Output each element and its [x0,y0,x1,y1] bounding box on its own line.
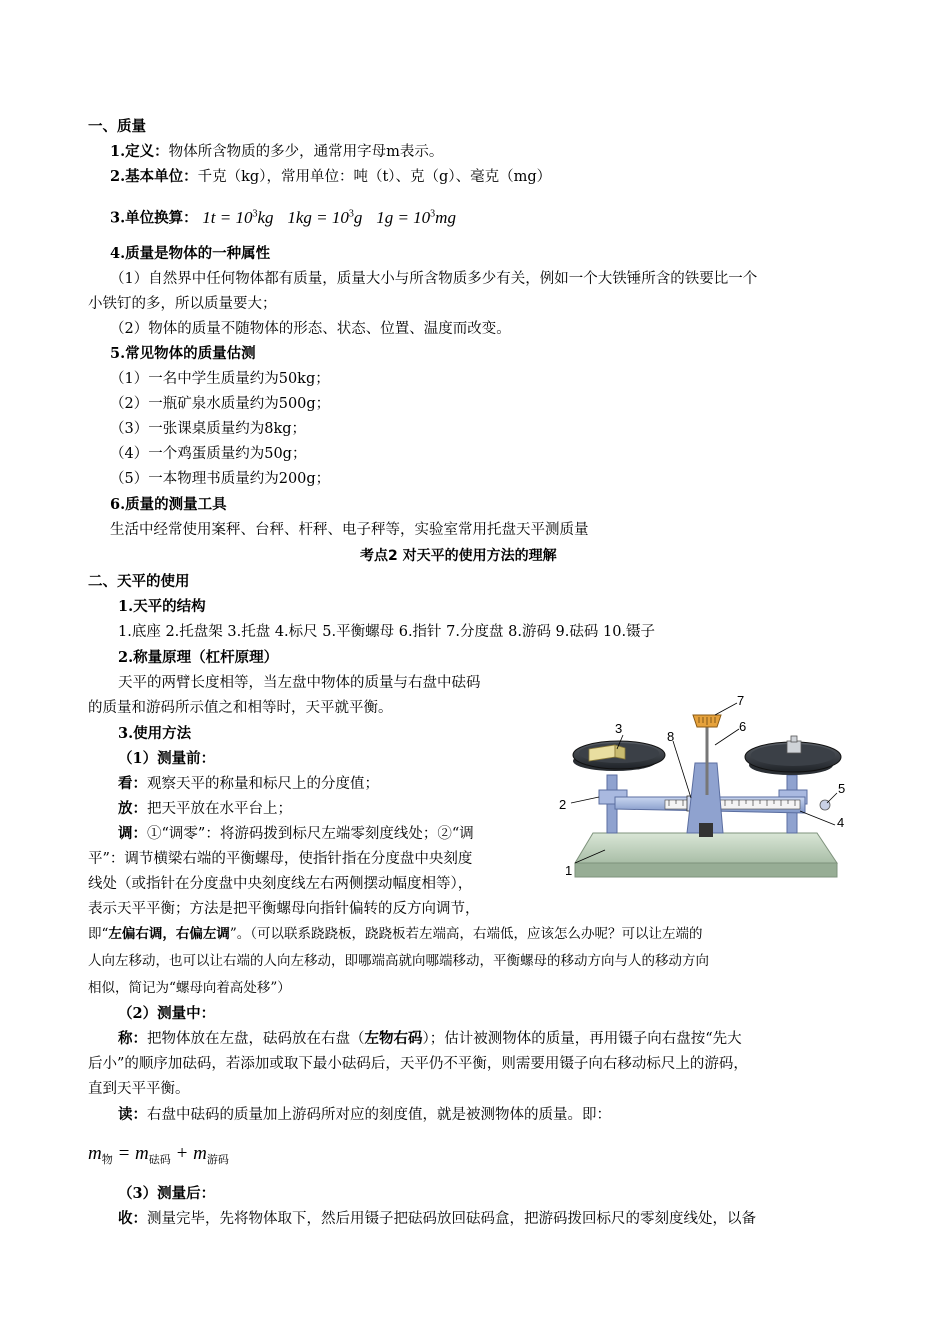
before-measure-title: （1）测量前： [118,750,216,767]
property-item-1b: 小铁钉的多，所以质量要大； [88,296,277,312]
definition-text: 物体所含物质的多少，通常用字母m表示。 [168,144,444,160]
conv-3-base: 1g = 10 [376,207,431,227]
property-item-1a: （1）自然界中任何物体都有质量，质量大小与所含物质多少有关，例如一个大铁锤所含的铁要比一个 [110,271,758,287]
formula-m: m [88,1143,102,1164]
adjust-line-1 [118,824,474,844]
look-text: 观察天平的称量和标尺上的分度值； [147,776,379,792]
section-title-balance: 二、天平的使用 [88,573,190,590]
definition-label: 1.定义： [110,143,169,160]
conversion-line [110,204,456,229]
figure-label: 5 [838,781,846,796]
structure-text: 1.底座 2.托盘架 3.托盘 4.标尺 5.平衡螺母 6.指针 7.分度盘 8.游码 9.砝码 10.镊子 [118,624,656,640]
conv-2-exp: 3 [348,208,354,219]
principle-line-1: 天平的两臂长度相等，当左盘中物体的质量与右盘中砝码 [118,675,481,691]
weigh-line-1 [118,1029,742,1049]
tool-title: 6.质量的测量工具 [110,496,227,513]
collect-label: 收： [118,1210,147,1227]
conv-3-unit: mg [435,207,456,227]
conversion-label: 3.单位换算： [110,209,198,227]
weigh-1-suffix: ）；估计被测物体的质量，再用镊子向右盘按“先大 [422,1031,742,1047]
adjust-line-7: 相似，简记为“螺母向着高处移”） [88,980,291,996]
formula-plus: + m [170,1143,207,1164]
unit-text: 千克（kg），常用单位：吨（t）、克（g）、毫克（mg） [197,169,552,185]
adjust-5-suffix: ”。（可以联系跷跷板，跷跷板若左端高，右端低，应该怎么办呢？可以让左端的 [229,926,703,942]
unit-line [110,167,551,187]
estimate-title: 5.常见物体的质量估测 [110,345,256,362]
figure-label: 8 [667,729,675,744]
weigh-1-prefix: 把物体放在左盘，砝码放在右盘（ [147,1031,365,1047]
conversion-formula-3 [376,208,456,227]
weigh-label: 称： [118,1030,147,1047]
conv-2-unit: g [353,207,363,227]
property-item-2: （2）物体的质量不随物体的形态、状态、位置、温度而改变。 [110,321,511,337]
conv-3-exp: 3 [430,208,436,219]
figure-label: 4 [837,815,845,830]
right-pan [745,736,841,775]
after-measure-title: （3）测量后： [118,1185,216,1202]
conversion-formula-1 [202,208,273,227]
adjust-5-prefix: 即“ [88,926,109,942]
figure-label: 6 [739,719,747,734]
during-measure-title: （2）测量中： [118,1005,216,1022]
look-line [118,774,379,794]
weigh-line-2: 后小”的顺序加砝码，若添加或取下最小砝码后，天平仍不平衡，则需要用镊子向右移动标尺上的游码， [88,1056,748,1072]
principle-title: 2.称量原理（杠杆原理） [118,649,279,666]
mass-formula [88,1144,229,1170]
figure-label: 2 [559,797,567,812]
adjust-line-2: 平”：调节横梁右端的平衡螺母，使指针指在分度盘中央刻度 [88,851,473,867]
read-line [118,1105,611,1125]
conv-1-exp: 3 [252,208,258,219]
put-label: 放： [118,800,147,817]
balance-figure [555,685,865,895]
conv-1-base: 1t = 10 [202,207,253,227]
formula-sub-object: 物 [101,1154,113,1166]
adjust-line-3: 线处（或指针在分度盘中央刻度线左右两侧摆动幅度相等）， [88,876,473,892]
formula-sub-rider: 游码 [206,1154,229,1166]
principle-line-2: 的质量和游码所示值之和相等时，天平就平衡。 [88,700,393,716]
weigh-1-rule: 左物右码 [364,1030,423,1047]
estimate-item: （5）一本物理书质量约为200g； [110,471,331,487]
adjust-line-5 [88,924,703,944]
kaodian-heading: 考点2 对天平的使用方法的理解 [360,548,557,564]
estimate-item: （4）一个鸡蛋质量约为50g； [110,446,307,462]
adjust-line-4: 表示天平平衡；方法是把平衡螺母向指针偏转的反方向调节， [88,901,480,917]
unit-label: 2.基本单位： [110,168,198,185]
estimate-item: （2）一瓶矿泉水质量约为500g； [110,396,331,412]
formula-eq: = m [112,1143,149,1164]
weigh-line-3: 直到天平平衡。 [88,1081,190,1097]
balance-base [575,833,837,877]
put-line [118,799,292,819]
formula-sub-weights: 砝码 [148,1154,171,1166]
definition-line [110,142,443,162]
left-pan [573,741,665,771]
collect-line [118,1209,756,1229]
figure-label: 3 [615,721,623,736]
adjust-label: 调： [118,825,147,842]
conv-2-base: 1kg = 10 [287,207,349,227]
put-text: 把天平放在水平台上； [147,801,292,817]
section-title-mass: 一、质量 [88,118,146,135]
read-text: 右盘中砝码的质量加上游码所对应的刻度值，就是被测物体的质量。即： [147,1107,611,1123]
estimate-item: （1）一名中学生质量约为50kg； [110,371,330,387]
estimate-item: （3）一张课桌质量约为8kg； [110,421,307,437]
adjust-5-rule: 左偏右调，右偏左调 [108,926,230,942]
center-column [687,763,723,837]
conversion-formula-2 [287,208,362,227]
figure-label: 7 [737,693,745,708]
tool-text: 生活中经常使用案秤、台秤、杆秤、电子秤等，实验室常用托盘天平测质量 [110,522,589,538]
usage-title: 3.使用方法 [118,725,192,742]
structure-title: 1.天平的结构 [118,598,206,615]
collect-text: 测量完毕，先将物体取下，然后用镊子把砝码放回砝码盒，把游码拨回标尺的零刻度线处，以备 [147,1211,756,1227]
look-label: 看： [118,775,147,792]
weight-piece [787,741,801,753]
adjust-line-6: 人向左移动，也可以让右端的人向左移动，即哪端高就向哪端移动，平衡螺母的移动方向与人的移动方向 [88,953,709,969]
property-title: 4.质量是物体的一种属性 [110,245,271,262]
read-label: 读： [118,1106,147,1123]
figure-label: 1 [565,863,573,878]
adjust-text-1: ①“调零”：将游码拨到标尺左端零刻度线处；②“调 [147,826,474,842]
conv-1-unit: kg [257,207,274,227]
